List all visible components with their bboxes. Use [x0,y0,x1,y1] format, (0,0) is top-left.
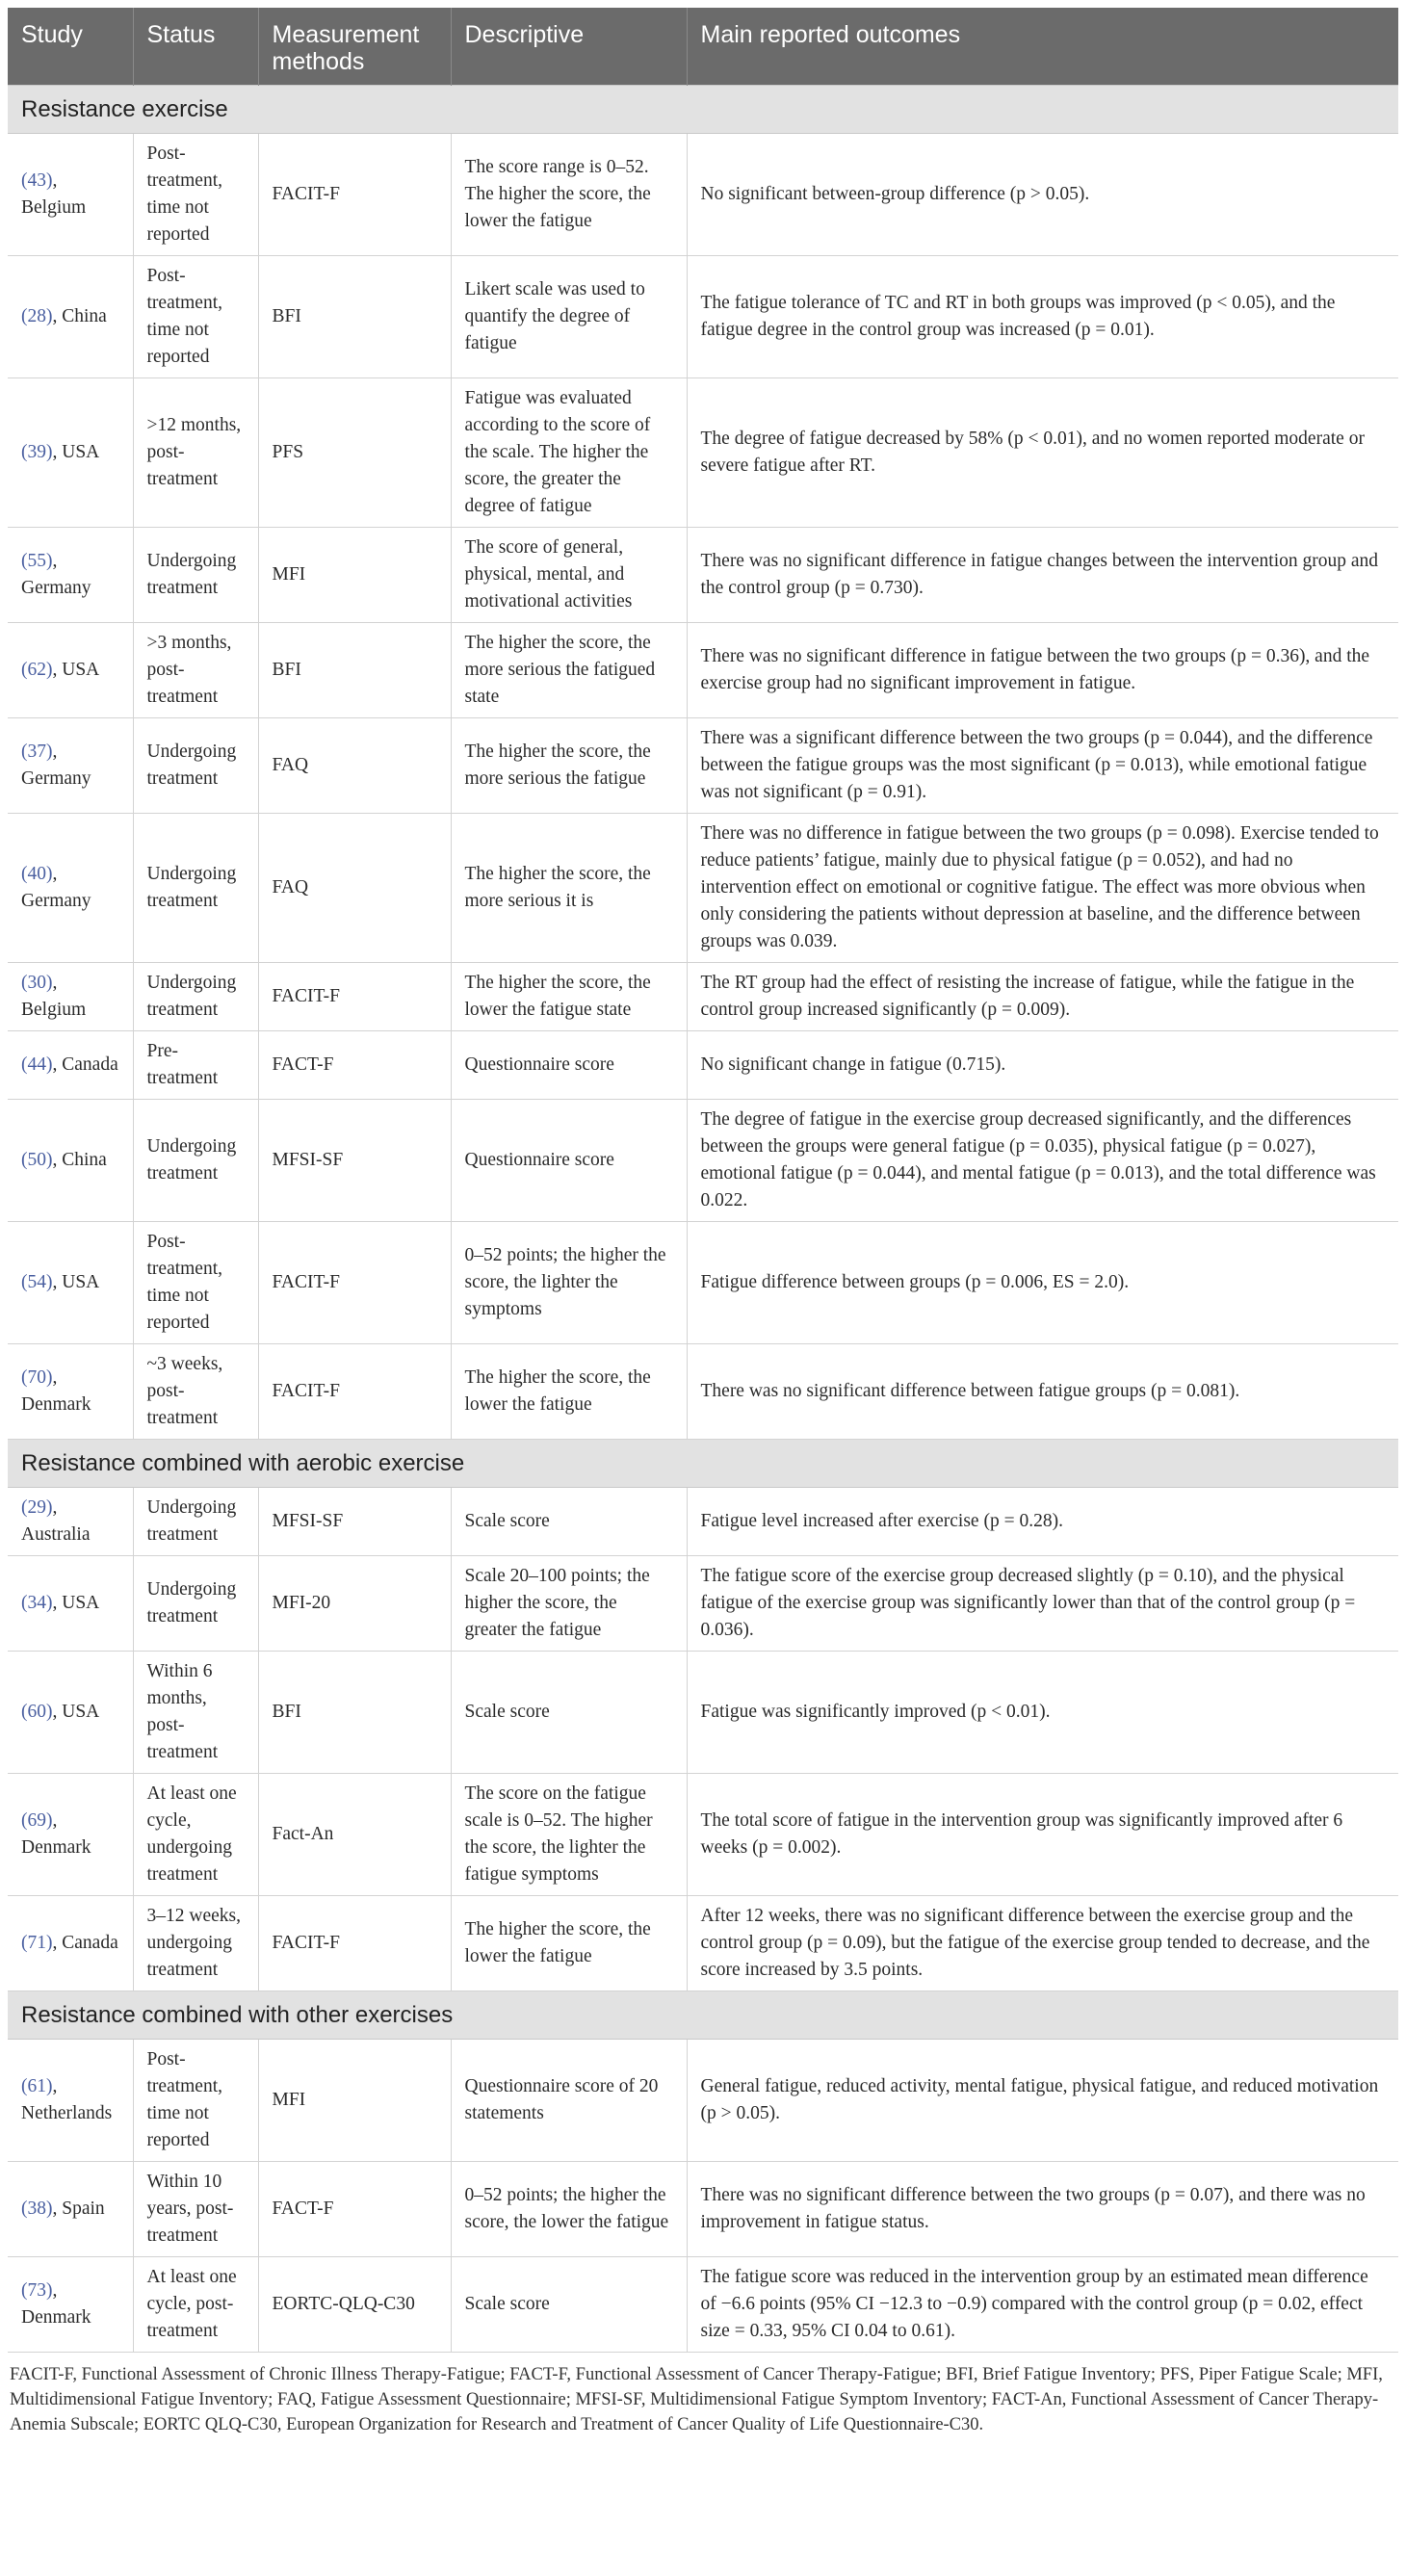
outcome-cell: Fatigue level increased after exercise (p = 0.28). [687,1488,1398,1556]
outcome-cell: After 12 weeks, there was no significant difference between the exercise group and the control group (p = 0.09), but the fatigue of the exercise group tended to decrease, and the score increased by 3.5 points. [687,1896,1398,1991]
method-cell: BFI [258,623,451,718]
status-cell: ~3 weeks, post-treatment [133,1344,258,1440]
method-cell: PFS [258,378,451,528]
status-cell: Undergoing treatment [133,718,258,814]
outcome-cell: The fatigue tolerance of TC and RT in both groups was improved (p < 0.05), and the fatigue degree in the control group was increased (p = 0.01). [687,256,1398,378]
study-location: , Belgium [21,973,87,1020]
reference-link[interactable]: (44) [21,1054,53,1075]
reference-link[interactable]: (73) [21,2280,53,2301]
header-outcomes: Main reported outcomes [687,8,1398,86]
method-cell: FACIT-F [258,134,451,256]
study-cell [8,1774,133,1896]
descriptive-cell: The score on the fatigue scale is 0–52. The higher the score, the lighter the fatigue symptoms [451,1774,687,1896]
table-footnote: FACIT-F, Functional Assessment of Chronic Illness Therapy-Fatigue; FACT-F, Functional Assessment of Cancer Therapy-Fatigue; BFI, Brief Fatigue Inventory; PFS, Piper Fatigue Scale; MFI, Multidimensional Fatigue Inventory; FAQ, Fatigue Assessment Questionnaire; MFSI-SF, Multidimensional Fatigue Symptom Inventory; FACT-An, Functional Assessment of Cancer Therapy-Anemia Subscale; EORTC QLQ-C30, European Organization for Research and Treatment of Cancer Quality of Life Questionnaire-C30. [10,2365,1383,2434]
descriptive-cell: The score range is 0–52. The higher the score, the lower the fatigue [451,134,687,256]
study-location: , Denmark [21,1367,91,1415]
method-cell: MFI-20 [258,1556,451,1652]
study-location: , Canada [52,1933,118,1953]
table-row [8,1652,1398,1774]
study-cell [8,1222,133,1344]
outcome-cell: The degree of fatigue in the exercise group decreased significantly, and the differences between the groups were general fatigue (p = 0.035), physical fatigue (p = 0.027), emotional fatigue (p = 0.044), and mental fatigue (p = 0.013), and the total difference was 0.022. [687,1100,1398,1222]
study-location: , USA [52,1702,100,1722]
reference-link[interactable]: (28) [21,306,53,326]
reference-link[interactable]: (60) [21,1702,53,1722]
status-cell: Undergoing treatment [133,528,258,623]
descriptive-cell: The higher the score, the more serious it is [451,814,687,963]
reference-link[interactable]: (37) [21,742,53,762]
descriptive-cell: Questionnaire score of 20 statements [451,2040,687,2162]
descriptive-cell: 0–52 points; the higher the score, the lower the fatigue [451,2162,687,2257]
reference-link[interactable]: (38) [21,2199,53,2219]
descriptive-cell: The score of general, physical, mental, and motivational activities [451,528,687,623]
study-cell [8,1896,133,1991]
study-location: , Germany [21,551,91,598]
section-title: Resistance combined with aerobic exercise [8,1440,1398,1488]
method-cell: MFI [258,2040,451,2162]
study-location: , Belgium [21,170,87,218]
outcome-cell: The fatigue score of the exercise group decreased slightly (p = 0.10), and the physical fatigue of the exercise group was significantly lower than that of the control group (p = 0.036). [687,1556,1398,1652]
reference-link[interactable]: (61) [21,2076,53,2096]
descriptive-cell: Scale score [451,2257,687,2353]
table-row [8,1222,1398,1344]
outcome-cell: The RT group had the effect of resisting the increase of fatigue, while the fatigue in the control group increased significantly (p = 0.009). [687,963,1398,1031]
outcome-cell: Fatigue was significantly improved (p < 0.01). [687,1652,1398,1774]
method-cell: MFSI-SF [258,1488,451,1556]
status-cell: >12 months, post-treatment [133,378,258,528]
study-cell [8,2257,133,2353]
method-cell: EORTC-QLQ-C30 [258,2257,451,2353]
method-cell: BFI [258,256,451,378]
reference-link[interactable]: (34) [21,1593,53,1613]
status-cell: Undergoing treatment [133,814,258,963]
status-cell: Undergoing treatment [133,1488,258,1556]
status-cell: Within 10 years, post-treatment [133,2162,258,2257]
descriptive-cell: Questionnaire score [451,1100,687,1222]
table-row [8,1344,1398,1440]
table-row [8,1774,1398,1896]
study-cell [8,256,133,378]
study-location: , Denmark [21,2280,91,2328]
section-title: Resistance combined with other exercises [8,1991,1398,2040]
study-cell [8,814,133,963]
study-location: , Canada [52,1054,118,1075]
outcome-cell: There was no significant difference between fatigue groups (p = 0.081). [687,1344,1398,1440]
reference-link[interactable]: (40) [21,864,53,884]
descriptive-cell: Scale score [451,1652,687,1774]
study-location: , USA [52,1593,100,1613]
status-cell: Undergoing treatment [133,963,258,1031]
method-cell: FACIT-F [258,1896,451,1991]
descriptive-cell: Scale score [451,1488,687,1556]
method-cell: FACIT-F [258,963,451,1031]
table-row [8,623,1398,718]
descriptive-cell: The higher the score, the lower the fatigue [451,1344,687,1440]
table-row [8,2257,1398,2353]
table-row [8,256,1398,378]
status-cell: Undergoing treatment [133,1556,258,1652]
study-location: , Germany [21,742,91,789]
method-cell: FACT-F [258,2162,451,2257]
method-cell: FAQ [258,814,451,963]
table-row [8,2040,1398,2162]
reference-link[interactable]: (29) [21,1497,53,1518]
table-row [8,814,1398,963]
status-cell: Post-treatment, time not reported [133,256,258,378]
study-cell [8,718,133,814]
study-cell [8,378,133,528]
study-cell [8,963,133,1031]
study-cell [8,134,133,256]
status-cell: At least one cycle, undergoing treatment [133,1774,258,1896]
study-location: , China [52,306,107,326]
study-cell [8,623,133,718]
table-body [8,86,1398,2353]
study-cell [8,1031,133,1100]
descriptive-cell: The higher the score, the more serious the fatigued state [451,623,687,718]
header-status: Status [133,8,258,86]
status-cell: Undergoing treatment [133,1100,258,1222]
method-cell: FACIT-F [258,1222,451,1344]
table-row [8,1100,1398,1222]
descriptive-cell: The higher the score, the lower the fatigue [451,1896,687,1991]
outcome-cell: The total score of fatigue in the intervention group was significantly improved after 6 weeks (p = 0.002). [687,1774,1398,1896]
outcome-cell: There was no significant difference between the two groups (p = 0.07), and there was no improvement in fatigue status. [687,2162,1398,2257]
status-cell: Post-treatment, time not reported [133,134,258,256]
outcome-cell: There was no difference in fatigue between the two groups (p = 0.098). Exercise tended to reduce patients’ fatigue, mainly due to physical fatigue (p = 0.052), and had no intervention effect on emotional or cognitive fatigue. The effect was more obvious when only considering the patients without depression at baseline, and the difference between groups was 0.039. [687,814,1398,963]
table-row [8,528,1398,623]
outcome-cell: The degree of fatigue decreased by 58% (p < 0.01), and no women reported moderate or severe fatigue after RT. [687,378,1398,528]
study-cell [8,2040,133,2162]
method-cell: Fact-An [258,1774,451,1896]
header-descriptive: Descriptive [451,8,687,86]
descriptive-cell: Likert scale was used to quantify the degree of fatigue [451,256,687,378]
study-location: , Denmark [21,1810,91,1858]
status-cell: Pre-treatment [133,1031,258,1100]
outcome-cell: There was no significant difference in fatigue changes between the intervention group and the control group (p = 0.730). [687,528,1398,623]
table-row [8,2162,1398,2257]
section-row [8,1991,1398,2040]
header-study: Study [8,8,133,86]
descriptive-cell: 0–52 points; the higher the score, the lighter the symptoms [451,1222,687,1344]
table-row [8,1488,1398,1556]
study-location: , Spain [52,2199,105,2219]
table-row [8,718,1398,814]
table-row [8,1031,1398,1100]
study-cell [8,1652,133,1774]
method-cell: MFSI-SF [258,1100,451,1222]
outcome-cell: There was a significant difference between the two groups (p = 0.044), and the difference between the fatigue groups was the most significant (p = 0.013), while emotional fatigue was not significant (p = 0.91). [687,718,1398,814]
table-container [8,8,1398,2437]
table-row [8,378,1398,528]
descriptive-cell: The higher the score, the more serious the fatigue [451,718,687,814]
table-row [8,1896,1398,1991]
study-cell [8,1100,133,1222]
descriptive-cell: The higher the score, the lower the fatigue state [451,963,687,1031]
outcome-cell: No significant change in fatigue (0.715). [687,1031,1398,1100]
header-methods: Measurement methods [258,8,451,86]
study-cell [8,1344,133,1440]
outcome-cell: General fatigue, reduced activity, mental fatigue, physical fatigue, and reduced motivation (p > 0.05). [687,2040,1398,2162]
study-location: , USA [52,442,100,462]
reference-link[interactable]: (54) [21,1272,53,1292]
study-cell [8,1488,133,1556]
table-header [8,8,1398,86]
study-cell [8,528,133,623]
table-row [8,1556,1398,1652]
status-cell: Post-treatment, time not reported [133,1222,258,1344]
reference-link[interactable]: (30) [21,973,53,993]
section-row [8,86,1398,134]
reference-link[interactable]: (43) [21,170,53,191]
study-location: , China [52,1150,107,1170]
method-cell: BFI [258,1652,451,1774]
method-cell: FACT-F [258,1031,451,1100]
reference-link[interactable]: (71) [21,1933,53,1953]
study-cell [8,2162,133,2257]
study-location: , USA [52,1272,100,1292]
table-row [8,963,1398,1031]
descriptive-cell: Fatigue was evaluated according to the score of the scale. The higher the score, the greater the degree of fatigue [451,378,687,528]
descriptive-cell: Scale 20–100 points; the higher the score, the greater the fatigue [451,1556,687,1652]
study-location: , Australia [21,1497,91,1545]
section-row [8,1440,1398,1488]
outcome-cell: There was no significant difference in fatigue between the two groups (p = 0.36), and the exercise group had no significant improvement in fatigue. [687,623,1398,718]
method-cell: FACIT-F [258,1344,451,1440]
reference-link[interactable]: (50) [21,1150,53,1170]
method-cell: MFI [258,528,451,623]
table-row [8,134,1398,256]
outcome-cell: The fatigue score was reduced in the intervention group by an estimated mean difference of −6.6 points (95% CI −12.3 to −0.9) compared with the control group (p = 0.02, effect size = 0.33, 95% CI 0.04 to 0.61). [687,2257,1398,2353]
reference-link[interactable]: (70) [21,1367,53,1388]
study-location: , Netherlands [21,2076,113,2123]
reference-link[interactable]: (55) [21,551,53,571]
section-title: Resistance exercise [8,86,1398,134]
method-cell: FAQ [258,718,451,814]
descriptive-cell: Questionnaire score [451,1031,687,1100]
fatigue-outcomes-table [8,8,1398,2353]
status-cell: Within 6 months, post-treatment [133,1652,258,1774]
status-cell: At least one cycle, post-treatment [133,2257,258,2353]
status-cell: 3–12 weeks, undergoing treatment [133,1896,258,1991]
status-cell: Post-treatment, time not reported [133,2040,258,2162]
study-location: , USA [52,660,100,680]
study-cell [8,1556,133,1652]
reference-link[interactable]: (69) [21,1810,53,1831]
status-cell: >3 months, post-treatment [133,623,258,718]
reference-link[interactable]: (62) [21,660,53,680]
reference-link[interactable]: (39) [21,442,53,462]
outcome-cell: Fatigue difference between groups (p = 0.006, ES = 2.0). [687,1222,1398,1344]
outcome-cell: No significant between-group difference (p > 0.05). [687,134,1398,256]
study-location: , Germany [21,864,91,911]
